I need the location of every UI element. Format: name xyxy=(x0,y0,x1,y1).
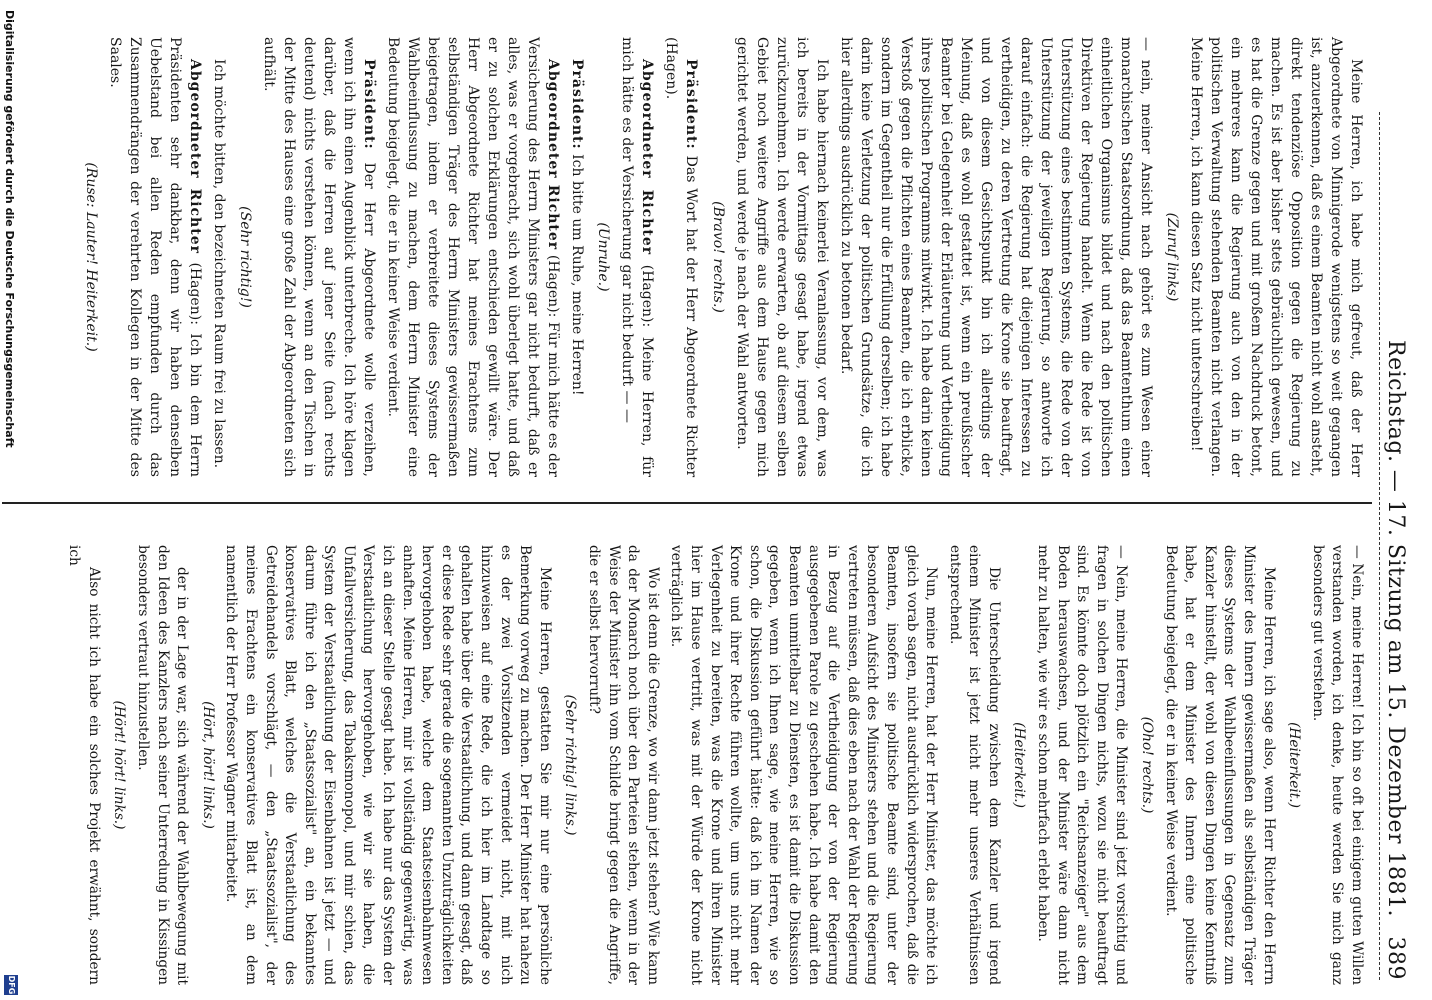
stage-direction: (Sehr richtig!) xyxy=(237,206,254,308)
speaker-paragraph xyxy=(661,37,701,477)
stage-direction: (Hört, hört! links.) xyxy=(199,701,216,829)
speaker-name: Abgeordneter Richter xyxy=(187,59,204,254)
header-rule xyxy=(1379,112,1380,980)
paragraph: Nun, meine Herren, hat der Herr Minister, das möchte ich gleich vorab sagen, nicht ausdrücklich widersprochen, daß die Beamten, insofern sie politische Beamte sind, unter der besonderen Aufsicht des Ministers stehen und die Regierung vertreten müssen, daß dies eben nach der Wahl der Regierung in Bezug auf die Vertheidigung der von der Regierung ausgegebenen Parole zu geschehen habe. Ich habe damit den Beamten unmittelbar zu Diensten, es ist damit die Diskussion gegeben, wenn ich Ihnen sage, wie meine Herren, wie so schon, die Diskussion geführt hätte: daß ich im Namen der Krone und ihrer Rechte führen wollte, um uns nicht mehr Verlegenheit zu bereiten, was die Krone und ihren Minister hier im Hause vertritt, was mit der Würde der Krone nicht verträglich ist. xyxy=(668,545,940,985)
speech-text: Das Wort hat der Herr Abgeordnete Richter (Hagen). xyxy=(663,37,700,478)
speech-text: Ich bitte um Ruhe, meine Herren! xyxy=(569,154,586,396)
paragraph: Ich habe hiernach keinerlei Veranlassung, vor dem, was ich bereits in der Vormittags gesagt habe, irgend etwas zurückzunehmen. Ich werde erwarten, ob auf diesem selben Gebiet noch weitere Angriffe aus dem Hause gegen mich gerichtet werden, und werde je nach der Wahl antworten. xyxy=(733,37,830,477)
speaker-name: Präsident: xyxy=(361,59,378,150)
speaker-paragraph xyxy=(105,37,205,477)
paragraph: — Nein, meine Herren, die Minister sind jetzt vorsichtig und fragen in solchen Dingen nichts, wozu sie nicht beauftragt sind. Es könnte doch plötzlich ein "Reichsanzeiger" aus dem Boden herauswachsen, und der Minister wäre dann nicht mehr zu halten, wie wir es schon mehrfach erlebt haben. xyxy=(1035,545,1130,985)
speaker-name: Präsident: xyxy=(569,59,586,150)
speaker-paragraph xyxy=(383,37,563,477)
paragraph: Also nicht ich habe ein solches Projekt erwähnt, sondern ich xyxy=(66,545,102,985)
speech-text: (Hagen): Für mich hätte es der Versicherung des Herrn Ministers gar nicht bedurft, daß er alles, was er vorgebracht, sich wohl überlegt hatte, und daß er zu solchen Erklärungen entschieden gewillt wäre. Der Herr Abgeordnete Richter hat meines Erachtens zum selbständigen Träger des Herrn Ministers gewissermaßen beigetragen, indem er verbreitete dieses Systems der Wahlbeeinflussung zu machen, dem Herrn Minister eine Bedeutung beigelegt, die er in keiner Weise verdient. xyxy=(385,37,562,477)
speaker-name: Präsident: xyxy=(683,59,700,150)
paragraph: Meine Herren, ich habe mich gefreut, daß der Herr Abgeordnete von Minnigerode wenigstens so weit gegangen ist, anzuerkennen, daß es einem Beamten nicht wohl ansteht, direkt tendenziöse Opposition gegen die Regierung zu machen. Es ist aber bisher stets gebräuchlich gewesen, und es hat die Grenze gegen und mit großem Nachdruck betont, ein mehreres kann die Regierung auch von den in der politischen Verwaltung stehenden Beamten nicht verlangen. Meine Herren, ich kann diesen Satz nicht unterschreiben! xyxy=(1187,37,1364,477)
speaker-name: Abgeordneter Richter xyxy=(639,59,656,256)
stage-direction: (Ruse: Lauter! Heiterkeit.) xyxy=(83,162,100,352)
paragraph: — Nein, meine Herren! Ich bin so oft bei einigem guten Willen verstanden worden, ich denke, heute werden Sie mich ganz besonders gut verstehen. xyxy=(1309,545,1365,985)
running-head xyxy=(1380,30,1408,980)
running-head-title: Reichstag. — 17. Sitzung am 15. Dezember 1881. xyxy=(1383,340,1408,918)
speaker-paragraph xyxy=(259,37,379,477)
paragraph: Meine Herren, ich sage also, wenn Herr Richter den Herrn Minister des Innern gewissermaßen als selbständigen Träger dieses Systems der Wahlbeeinflussungen in Gegensatz zum Kanzler hinstellt, der wohl von diesen Dingen keine Kenntniß habe, hat er dem Minister des Innern eine politische Bedeutung beigelegt, die er in keiner Weise verdient. xyxy=(1162,545,1277,985)
paragraph: — nein, meiner Ansicht nach gehört es zum Wesen einer monarchischen Staatsordnung, daß das Beamtenthum einen einheitlichen Organismus bildet und nach den politischen Direktiven der Regierung handelt. Wenn die Rede ist von Unterstützung eines bestimmten Systems, die Rede von der Unterstützung der jeweiligen Regierung, so antworte ich darauf einfach: die Regierung hat diejenigen Interessen zu vertheidigen, zu deren Vertretung die Krone sie beauftragt, und von diesem Gesichtspunkt bin ich allerdings der Meinung, daß es wohl gestattet ist, wenn ein preußischer Beamter bei Gelegenheit der Erläuterung und Vertheidigung ihres politischen Programms mitwirkt. Ich habe darin keinen Verstoß gegen die Pflichten eines Beamten, die ich erblicke, sondern im Gegentheil nur die Erfüllung derselben; ich habe darin keine Verletzung der politischen Grundsätze, die ich hier allerdings ausdrücklich zu betonen bedarf. xyxy=(837,37,1154,477)
speech-text: (Hagen): Meine Herren, für mich hätte es der Versicherung gar nicht bedurft — — xyxy=(619,37,656,478)
page-number: 389 xyxy=(1383,936,1408,980)
digitization-credit: Digitalisierung gefördert durch die Deutsche Forschungsgemeinschaft xyxy=(3,10,16,448)
stage-direction: (Zuruf links) xyxy=(1163,212,1180,302)
stage-direction: (Oho! rechts.) xyxy=(1139,716,1156,814)
stage-direction: (Sehr richtig! links.) xyxy=(562,694,579,836)
stage-direction: (Unruhe.) xyxy=(595,222,612,292)
left-column xyxy=(75,37,1366,477)
speaker-paragraph xyxy=(617,37,657,477)
paragraph: Wo ist denn die Grenze, wo wir dann jetzt stehen? Wie kann da der Monarch noch über den Parteien stehen, wenn in der Weise der Minister ihn vom Schilde bringt gegen die Angriffe, die er selbst hervorruft? xyxy=(586,545,661,985)
stage-direction: (Bravo! rechts.) xyxy=(709,201,726,313)
right-column xyxy=(60,545,1366,985)
paragraph: der in der Lage war, sich während der Wahlbewegung mit den Ideen des Kanzlers nach seiner Unterredung in Kissingen besonders vertraut hinzustellen. xyxy=(134,545,191,985)
dfg-logo: DFG xyxy=(4,975,18,995)
stage-direction: (Hört! hört! links.) xyxy=(111,700,128,830)
paragraph: Ich möchte bitten, den bezeichneten Raum frei zu lassen. xyxy=(211,59,228,469)
speech-text: Der Herr Abgeordnete wolle verzeihen, wenn ich ihn einen Augenblick unterbreche. Ich höre klagen darüber, daß die Herren auf jener Seite (nach rechts deutend) nichts verstehen können, wenn an den Tischen in der Mitte des Hauses eine große Zahl der Abgeordneten sich aufhält. xyxy=(261,37,378,477)
stage-direction: (Heiterkeit.) xyxy=(1286,722,1303,808)
speaker-name: Abgeordneter Richter xyxy=(545,59,562,251)
column-divider xyxy=(2,502,1372,504)
stage-direction: (Heiterkeit.) xyxy=(1011,722,1028,808)
paragraph: Meine Herren, gestatten Sie mir nur eine persönliche Bemerkung vorweg zu machen. Der Herr Minister hat nahezu es der zwei Vorsitzenden vermeidet nicht, mit nich hinzuweisen auf eine Rede, die ich hier im Landtage so gehalten habe über die Verstaatlichung, und dann gesagt, daß er diese Rede sehr gerade die sogenannten Unzuträglichkeiten hervorgehoben habe, welche dem Staatseisenbahnwesen anhaften. Meine Herren, mir ist vollständig gegenwärtig, was ich an dieser Stelle gesagt habe. Ich habe nur das System der Verstaatlichung hervorgehoben, wie wir sie haben, die Unfallversicherung, das Tabaksmonopol, und mir schien, das System der Verstaatlichung der Eisenbahnen ist jetzt — und darum führe ich den „Staatssozialist" an, ein bekanntes konservatives Blatt, welches die Verstaatlichung des Getreidehandels vorschlägt, — den „Staatssozialist", der meines Erachtens ein konservatives Blatt ist, an dem namentlich der Herr Professor Wagner mitarbeitet. xyxy=(223,545,553,985)
speech-text: (Hagen): Ich bin dem Herrn Präsidenten sehr dankbar, denn wir haben denselben Uebelstand bei allen Reden empfunden durch das Zusammendrängen der verehrten Kollegen in der Mitte des Saales. xyxy=(107,37,204,478)
paragraph: Die Unterscheidung zwischen dem Kanzler und irgend einem Minister ist jetzt nicht mehr unseres Verhältnissen entsprechend. xyxy=(946,545,1002,985)
speaker-paragraph xyxy=(567,37,587,477)
